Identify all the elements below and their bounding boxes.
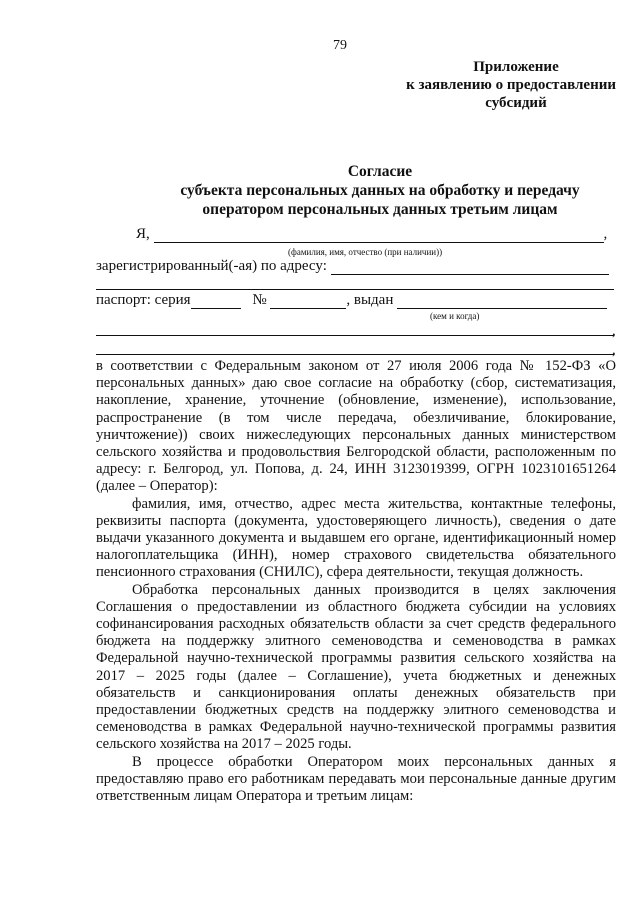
fio-hint: (фамилия, имя, отчество (при наличии)) [288,247,443,257]
paragraph-1: в соответствии с Федеральным законом от 27 июля 2006 года № 152-ФЗ «О персональных данных» даю свое согласие на обработку (сбор, систематизация, накопление, хранение, уточнение (обновление, изменение), использование, распространение (в том числе передача, обезличивание, блокирование, уничтожение)) своих нижеследующих персональных данных министерством сельского хозяйства и продовольствия Белгородской области, расположенным по адресу: г. Белгород, ул. Попова, д. 24, ИНН 3123019399, ОГРН 1023101651264 (далее – Оператор): [96,358,616,495]
passport-number-label: № [252,292,267,308]
appendix-header [376,58,616,112]
paragraph-2: фамилия, имя, отчество, адрес места жительства, контактные телефоны, реквизиты паспорта (документа, удостоверяющего личность), сведения о дате выдачи указанного документа и выдавшем его органе, идентификационный номер налогоплательщика (ИНН), номер страхового свидетельства обязательного пенсионного страхования (СНИЛС), сфера деятельности, текущая должность. [96,495,616,581]
issued-hint: (кем и когда) [430,311,480,321]
issued-field[interactable] [397,294,607,309]
passport-series-field[interactable] [191,294,241,309]
address-field[interactable] [331,260,609,275]
address-row [96,258,616,275]
issued-label: , выдан [346,292,394,308]
fio-comma: , [603,226,608,242]
fio-row [96,226,616,243]
fio-field[interactable] [154,228,604,243]
consent-body [96,358,616,805]
document-title [150,162,610,219]
appendix-line-1: Приложение [473,59,559,75]
appendix-line-2: к заявлению о предоставлении [406,77,616,93]
paragraph-3: Обработка персональных данных производится в целях заключения Соглашения о предоставлении из областного бюджета субсидии на условиях софинансирования расходных обязательств области за счет средств федерального бюджета на поддержку элитного семеноводства и семеноводства в рамках Федеральной научно-технической программы развития сельского хозяйства на 2017 – 2025 годы (далее – Соглашение), учета бюджетных и денежных обязательств и санкционирования оплаты денежных обязательств при предоставлении бюджетных средств на поддержку элитного семеноводства и семеноводства в рамках Федеральной научно-технической программы развития сельского хозяйства на 2017 – 2025 годы. [96,581,616,753]
passport-row [96,292,616,309]
issued-comma-1: , [612,323,616,339]
registered-label: зарегистрированный(-ая) по адресу: [96,258,327,274]
issued-line-3[interactable] [96,354,614,355]
passport-series-label: паспорт: серия [96,292,191,308]
title-line-2: субъекта персональных данных на обработку и передачу [180,182,580,199]
ya-label: Я, [136,226,150,242]
page-number: 79 [333,38,347,53]
paragraph-4: В процессе обработки Оператором моих персональных данных я предоставляю право его работникам передавать мои персональные данные другим ответственным лицам Оператора и третьим лицам: [96,753,616,805]
address-line-2[interactable] [96,289,614,290]
issued-comma-2: , [612,342,616,358]
title-line-1: Согласие [347,163,413,180]
title-line-3: оператором персональных данных третьим лицам [202,201,558,218]
appendix-line-3: субсидий [485,95,547,111]
issued-line-2[interactable] [96,335,614,336]
passport-number-field[interactable] [270,294,346,309]
